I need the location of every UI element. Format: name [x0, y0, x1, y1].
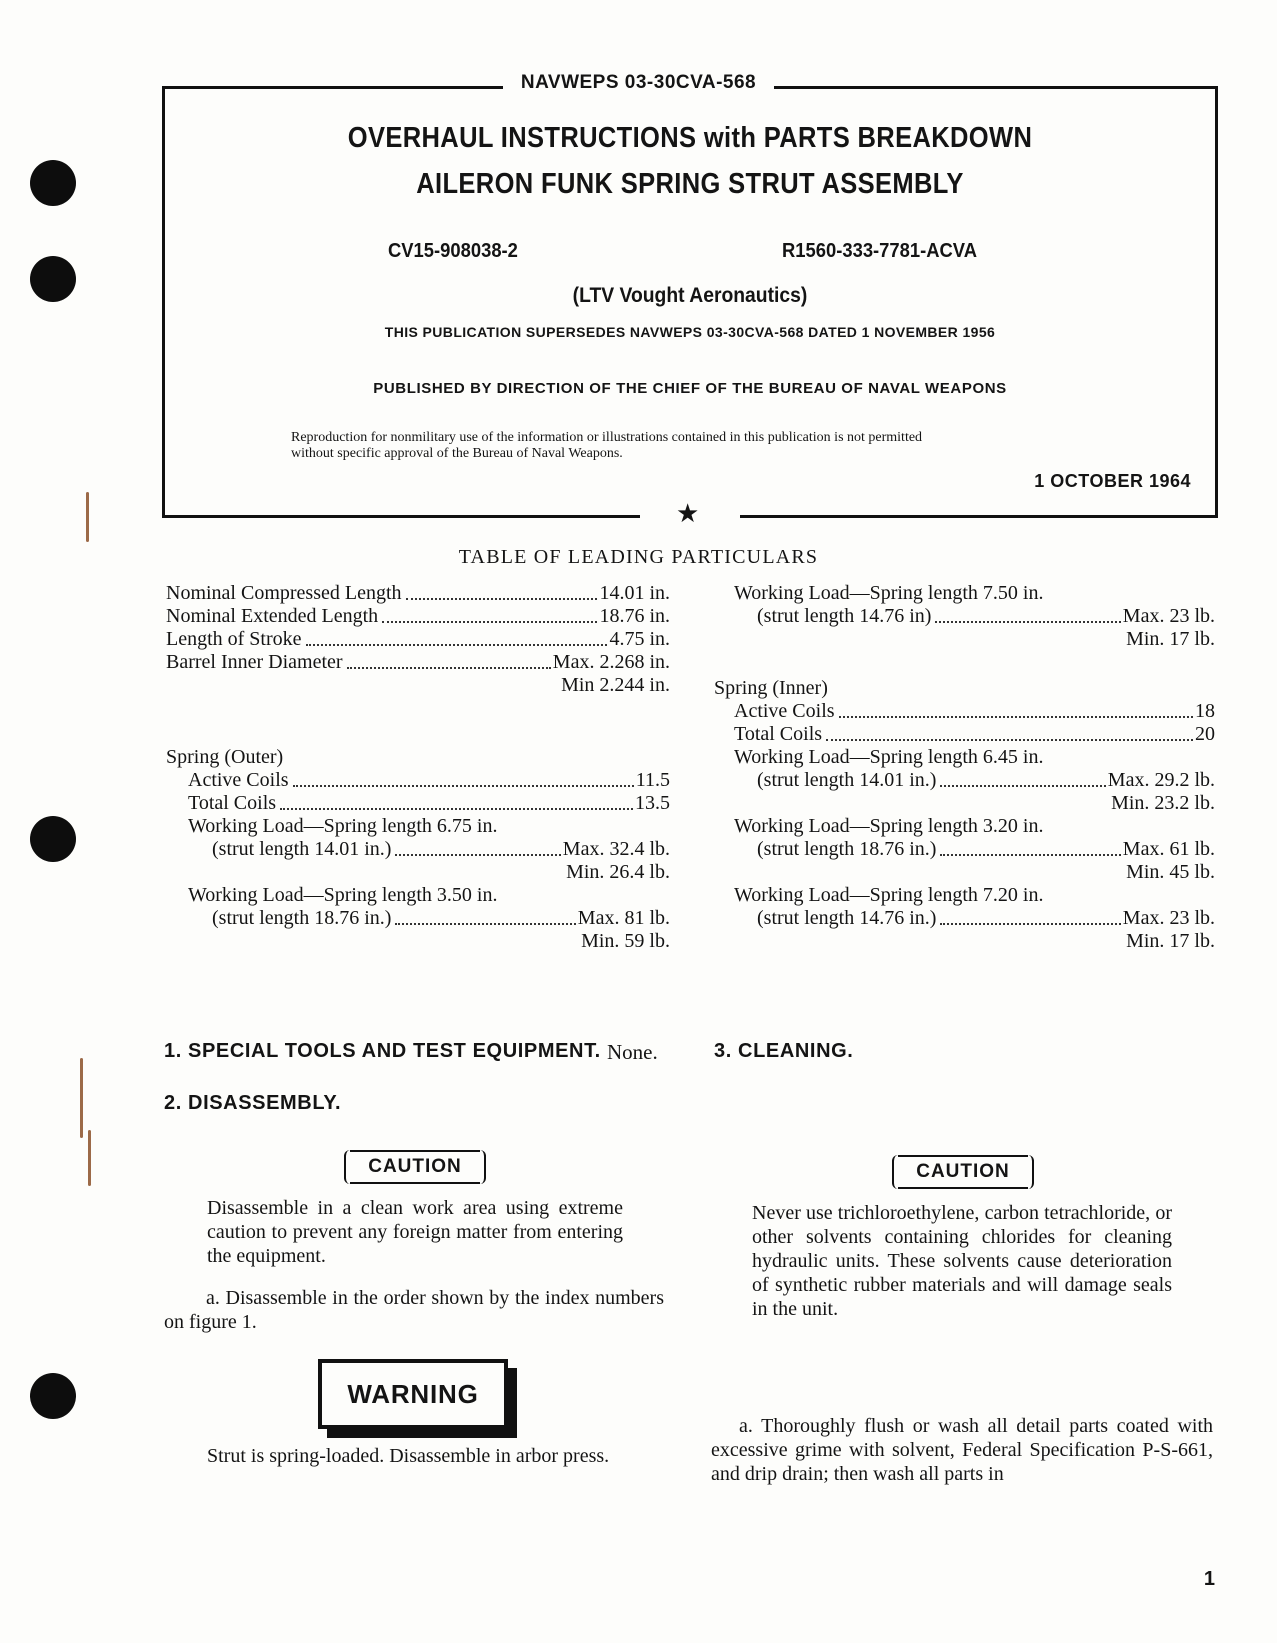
outer-working-load-2-min: Min. 59 lb. — [581, 930, 670, 952]
section-1-heading: 1. SPECIAL TOOLS AND TEST EQUIPMENT. — [164, 1040, 601, 1062]
dot-leader — [940, 923, 1120, 925]
supersedes-note: THIS PUBLICATION SUPERSEDES NAVWEPS 03-30CVA-568 DATED 1 NOVEMBER 1956 — [384, 324, 996, 340]
extended-length-row: Nominal Extended Length 18.76 in. — [166, 605, 670, 627]
section-2-heading: 2. DISASSEMBLY. — [164, 1092, 342, 1114]
inner-working-load-1-label: Working Load—Spring length 6.45 in. — [734, 746, 1044, 768]
part-number-right: R1560-333-7781-ACVA — [782, 240, 978, 262]
section-3-heading: 3. CLEANING. — [714, 1040, 854, 1062]
part-number-left: CV15-908038-2 — [388, 240, 518, 262]
dot-leader — [280, 808, 633, 810]
dot-leader — [826, 739, 1193, 741]
title-line-2: AILERON FUNK SPRING STRUT ASSEMBLY — [416, 168, 964, 200]
scan-mark-3 — [88, 1130, 91, 1186]
disassembly-step-a: a. Disassemble in the order shown by the index numbers on figure 1. — [164, 1287, 664, 1333]
dot-leader — [935, 621, 1120, 623]
scan-mark-2 — [80, 1058, 83, 1138]
dot-leader — [406, 598, 598, 600]
star-icon: ★ — [676, 499, 700, 528]
section-1-text: None. — [607, 1040, 658, 1064]
dot-leader — [382, 621, 597, 623]
cleaning-step-a: a. Thoroughly flush or wash all detail parts coated with excessive grime with solvent, Federal Specification P-S-661, and drip drain; then wash all parts in — [711, 1415, 1213, 1485]
outer-working-load-3-min: Min. 17 lb. — [1126, 628, 1215, 650]
inner-spring-label: Spring (Inner) — [714, 677, 828, 699]
outer-working-load-3-row: (strut length 14.76 in) Max. 23 lb. — [757, 605, 1215, 627]
warning-label: WARNING — [318, 1359, 508, 1429]
inner-working-load-2-label: Working Load—Spring length 3.20 in. — [734, 815, 1044, 837]
cleaning-caution-text: Never use trichloroethylene, carbon tetrachloride, or other solvents containing chlorides for cleaning hydraulic units. These solvents cause deterioration of synthetic rubber materials and will damage seals in the unit. — [752, 1202, 1172, 1320]
outer-working-load-1-label: Working Load—Spring length 6.75 in. — [188, 815, 498, 837]
caution-label-disassembly: CAUTION — [350, 1150, 480, 1184]
outer-working-load-3-label: Working Load—Spring length 7.50 in. — [734, 582, 1044, 604]
title-line-1: OVERHAUL INSTRUCTIONS with PARTS BREAKDOWN — [347, 122, 1033, 154]
reproduction-note-1: Reproduction for nonmilitary use of the information or illustrations contained in this publication is not permitted — [291, 430, 923, 445]
outer-working-load-1-row: (strut length 14.01 in.) Max. 32.4 lb. — [212, 838, 670, 860]
outer-working-load-2-label: Working Load—Spring length 3.50 in. — [188, 884, 498, 906]
doc-number: NAVWEPS 03-30CVA-568 — [503, 72, 774, 93]
outer-working-load-2-row: (strut length 18.76 in.) Max. 81 lb. — [212, 907, 670, 929]
outer-active-coils-row: Active Coils 11.5 — [188, 769, 670, 791]
inner-working-load-3-min: Min. 17 lb. — [1126, 930, 1215, 952]
inner-total-coils-row: Total Coils 20 — [734, 723, 1215, 745]
inner-working-load-3-row: (strut length 14.76 in.) Max. 23 lb. — [757, 907, 1215, 929]
binder-hole-4 — [30, 1373, 76, 1419]
disassembly-warning-text: Strut is spring-loaded. Disassemble in arbor press. — [207, 1445, 610, 1467]
inner-working-load-3-label: Working Load—Spring length 7.20 in. — [734, 884, 1044, 906]
compressed-length-row: Nominal Compressed Length 14.01 in. — [166, 582, 670, 604]
inner-working-load-1-row: (strut length 14.01 in.) Max. 29.2 lb. — [757, 769, 1215, 791]
published-by: PUBLISHED BY DIRECTION OF THE CHIEF OF THE BUREAU OF NAVAL WEAPONS — [373, 380, 1007, 397]
inner-working-load-2-row: (strut length 18.76 in.) Max. 61 lb. — [757, 838, 1215, 860]
page-number: 1 — [1203, 1568, 1215, 1590]
particulars-title: TABLE OF LEADING PARTICULARS — [458, 546, 819, 568]
doc-number-label — [0, 72, 1277, 94]
stroke-length-row: Length of Stroke 4.75 in. — [166, 628, 670, 650]
caution-label-cleaning: CAUTION — [898, 1155, 1028, 1189]
outer-total-coils-row: Total Coils 13.5 — [188, 792, 670, 814]
dot-leader — [347, 667, 551, 669]
binder-hole-3 — [30, 816, 76, 862]
disassembly-caution-text: Disassemble in a clean work area using extreme caution to prevent any foreign matter from entering the equipment. — [207, 1197, 623, 1267]
reproduction-note-2: without specific approval of the Bureau of Naval Weapons. — [291, 446, 623, 461]
barrel-diameter-row: Barrel Inner Diameter Max. 2.268 in. — [166, 651, 670, 673]
dot-leader — [395, 854, 560, 856]
binder-hole-2 — [30, 256, 76, 302]
dot-leader — [940, 854, 1120, 856]
dot-leader — [293, 785, 634, 787]
inner-working-load-1-min: Min. 23.2 lb. — [1111, 792, 1215, 814]
dot-leader — [839, 716, 1193, 718]
outer-working-load-1-min: Min. 26.4 lb. — [566, 861, 670, 883]
inner-working-load-2-min: Min. 45 lb. — [1126, 861, 1215, 883]
binder-hole-1 — [30, 160, 76, 206]
manufacturer: (LTV Vought Aeronautics) — [572, 284, 808, 307]
inner-active-coils-row: Active Coils 18 — [734, 700, 1215, 722]
publication-date: 1 OCTOBER 1964 — [1034, 471, 1191, 491]
outer-spring-label: Spring (Outer) — [166, 746, 284, 768]
dot-leader — [395, 923, 575, 925]
dot-leader — [306, 644, 608, 646]
dot-leader — [940, 785, 1105, 787]
barrel-diameter-min: Min 2.244 in. — [561, 674, 670, 696]
scan-mark-1 — [86, 492, 89, 542]
